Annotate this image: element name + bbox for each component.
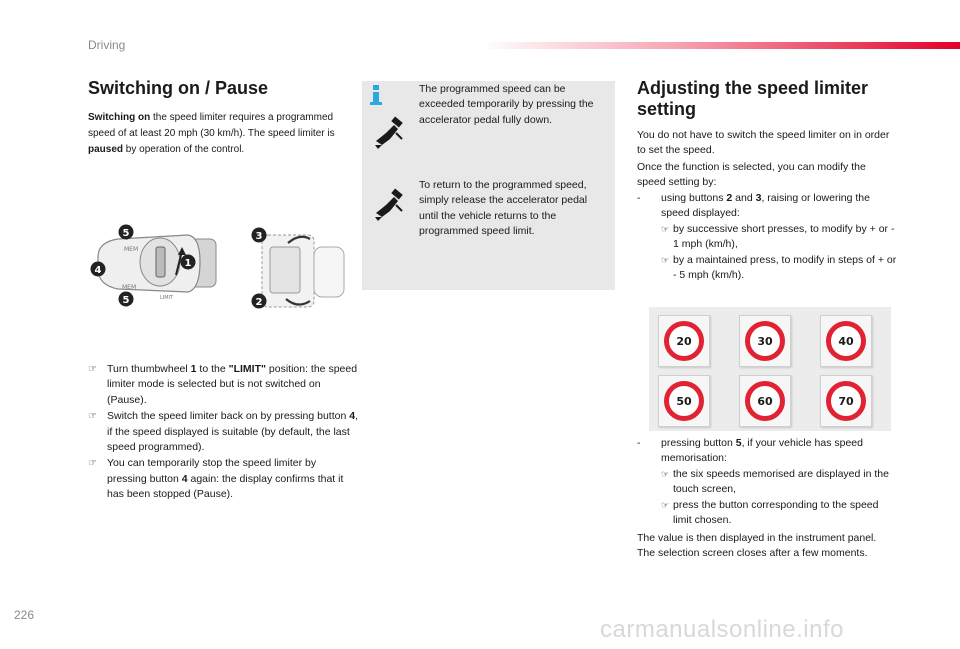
dash-text-run: 2: [726, 192, 733, 204]
dash-text-run: , raising or lowering the speed displayed:: [661, 192, 870, 220]
buttons-list: [637, 191, 899, 283]
callout-label: 5: [122, 295, 130, 306]
right-paragraph-2: Once the function is selected, you can modify the speed setting by:: [637, 161, 866, 189]
pointing-hand-icon: ☞: [88, 364, 97, 375]
svg-text:MEM: MEM: [124, 246, 139, 253]
info-text-exceed: The programmed speed can be exceeded temporarily by pressing the accelerator pedal fully down.: [419, 83, 594, 126]
sub-item: [661, 467, 899, 498]
callout-5-bottom: [119, 292, 134, 307]
memory-list: [637, 436, 899, 528]
sub-item-text: press the button corresponding to the speed limit chosen.: [673, 498, 879, 527]
speed-button-20[interactable]: [658, 315, 710, 367]
callout-label: 3: [255, 231, 263, 242]
stalk-body: [98, 235, 216, 301]
right-paragraph-4: The selection screen closes after a few moments.: [637, 547, 868, 560]
step-text-run: 4: [349, 410, 356, 423]
dash-text-run: , if your vehicle has speed memorisation:: [661, 437, 863, 465]
svg-text:MEM: MEM: [122, 284, 137, 291]
step-item: [88, 409, 358, 455]
dash-text-run: and: [732, 192, 756, 204]
pointing-hand-icon: ☞: [88, 411, 97, 423]
info-icon: [369, 85, 383, 105]
info-text-return: To return to the programmed speed, simply release the accelerator pedal until the vehicle returns to the programmed speed limit.: [419, 179, 588, 238]
sub-list: [661, 467, 899, 529]
intro-text-run: Switching on: [88, 112, 151, 123]
speed-memory-panel: [649, 307, 891, 431]
step-text-run: again: the display confirms that it has been stopped (Pause).: [107, 472, 344, 501]
dash-text-run: 5: [735, 437, 742, 449]
step-item: [88, 456, 358, 502]
callout-3: [252, 228, 267, 243]
right-paragraph-1: You do not have to switch the speed limiter on in order to set the speed.: [637, 129, 890, 157]
sub-item-text: by successive short presses, to modify by + or - 1 mph (km/h),: [673, 222, 895, 251]
speed-limit-sign-icon: 70: [826, 381, 866, 421]
pointing-hand-icon: ☞: [661, 223, 670, 234]
accelerator-release-icon: [372, 187, 408, 223]
step-text-run: Turn thumbwheel: [107, 363, 191, 375]
speed-button-50[interactable]: [658, 375, 710, 427]
dash-item: [637, 436, 899, 528]
speed-limit-sign-icon: 50: [664, 381, 704, 421]
speed-button-40[interactable]: [820, 315, 872, 367]
speed-limit-sign-icon: 30: [745, 321, 785, 361]
sub-item: [661, 222, 899, 253]
callout-label: 5: [122, 228, 130, 239]
pointing-hand-icon: ☞: [661, 254, 670, 265]
intro-text-run: by operation of the control.: [123, 144, 245, 155]
sub-item-text: the six speeds memorised are displayed in the touch screen,: [673, 467, 889, 496]
sub-item: [661, 253, 899, 284]
footer-watermark: carmanualsonline.info: [600, 616, 844, 643]
sub-item: [661, 498, 899, 529]
speed-limit-sign-icon: 60: [745, 381, 785, 421]
section-label: Driving: [88, 38, 126, 52]
intro-text-run: paused: [88, 144, 124, 155]
dash-marker: -: [637, 192, 641, 204]
left-intro: [88, 110, 356, 158]
speed-button-70[interactable]: [820, 375, 872, 427]
step-text-run: 1: [190, 363, 197, 375]
dash-marker: -: [637, 437, 641, 449]
callout-1: [181, 255, 196, 270]
pointing-hand-icon: ☞: [661, 468, 670, 479]
accelerator-pedal-icon: [372, 115, 408, 151]
dash-text-run: 3: [755, 192, 762, 204]
dash-item: [637, 191, 899, 283]
step-text-run: to the: [196, 363, 229, 375]
right-closing-text: [637, 531, 899, 562]
dash-text-run: pressing button: [661, 437, 736, 449]
callout-5-top: [119, 225, 134, 240]
stalk-illustration: [88, 217, 353, 317]
speed-button-30[interactable]: [739, 315, 791, 367]
page-number: 226: [14, 608, 35, 622]
step-text-run: "LIMIT": [228, 363, 266, 375]
sub-list: [661, 222, 899, 284]
pointing-hand-icon: ☞: [88, 458, 97, 470]
dash-text-run: using buttons: [661, 192, 727, 204]
right-heading: Adjusting the speed limiter setting: [637, 78, 869, 119]
callout-label: 4: [94, 265, 102, 276]
callout-label: 2: [255, 297, 263, 308]
step-text-run: Switch the speed limiter back on by pressing button: [107, 410, 350, 423]
speed-limit-sign-icon: 40: [826, 321, 866, 361]
callout-2: [252, 294, 267, 309]
step-text-run: , if the speed displayed is suitable (by default, the last speed programmed).: [107, 410, 358, 454]
svg-text:LIMIT: LIMIT: [160, 295, 174, 301]
left-steps-list: [88, 362, 358, 504]
intro-text-run: the speed limiter requires a programmed speed of at least 20 mph (30 km/h). The speed limiter is: [88, 112, 335, 139]
speed-button-60[interactable]: [739, 375, 791, 427]
step-text-run: position: the speed limiter mode is selected but is not switched on (Pause).: [107, 363, 358, 406]
callout-4: [91, 262, 106, 277]
right-paragraph-3: The value is then displayed in the instrument panel.: [637, 532, 877, 544]
sub-item-text: by a maintained press, to modify in steps of + or - 5 mph (km/h).: [673, 253, 897, 282]
callout-label: 1: [184, 258, 192, 269]
step-text-run: You can temporarily stop the speed limiter by pressing button: [107, 457, 317, 485]
speed-limit-sign-icon: 20: [664, 321, 704, 361]
left-heading: Switching on / Pause: [88, 78, 269, 98]
step-item: [88, 362, 358, 408]
pointing-hand-icon: ☞: [661, 499, 670, 510]
header-accent-bar: [480, 42, 960, 49]
step-text-run: 4: [181, 472, 188, 485]
steering-wheel-controls: [262, 235, 344, 307]
